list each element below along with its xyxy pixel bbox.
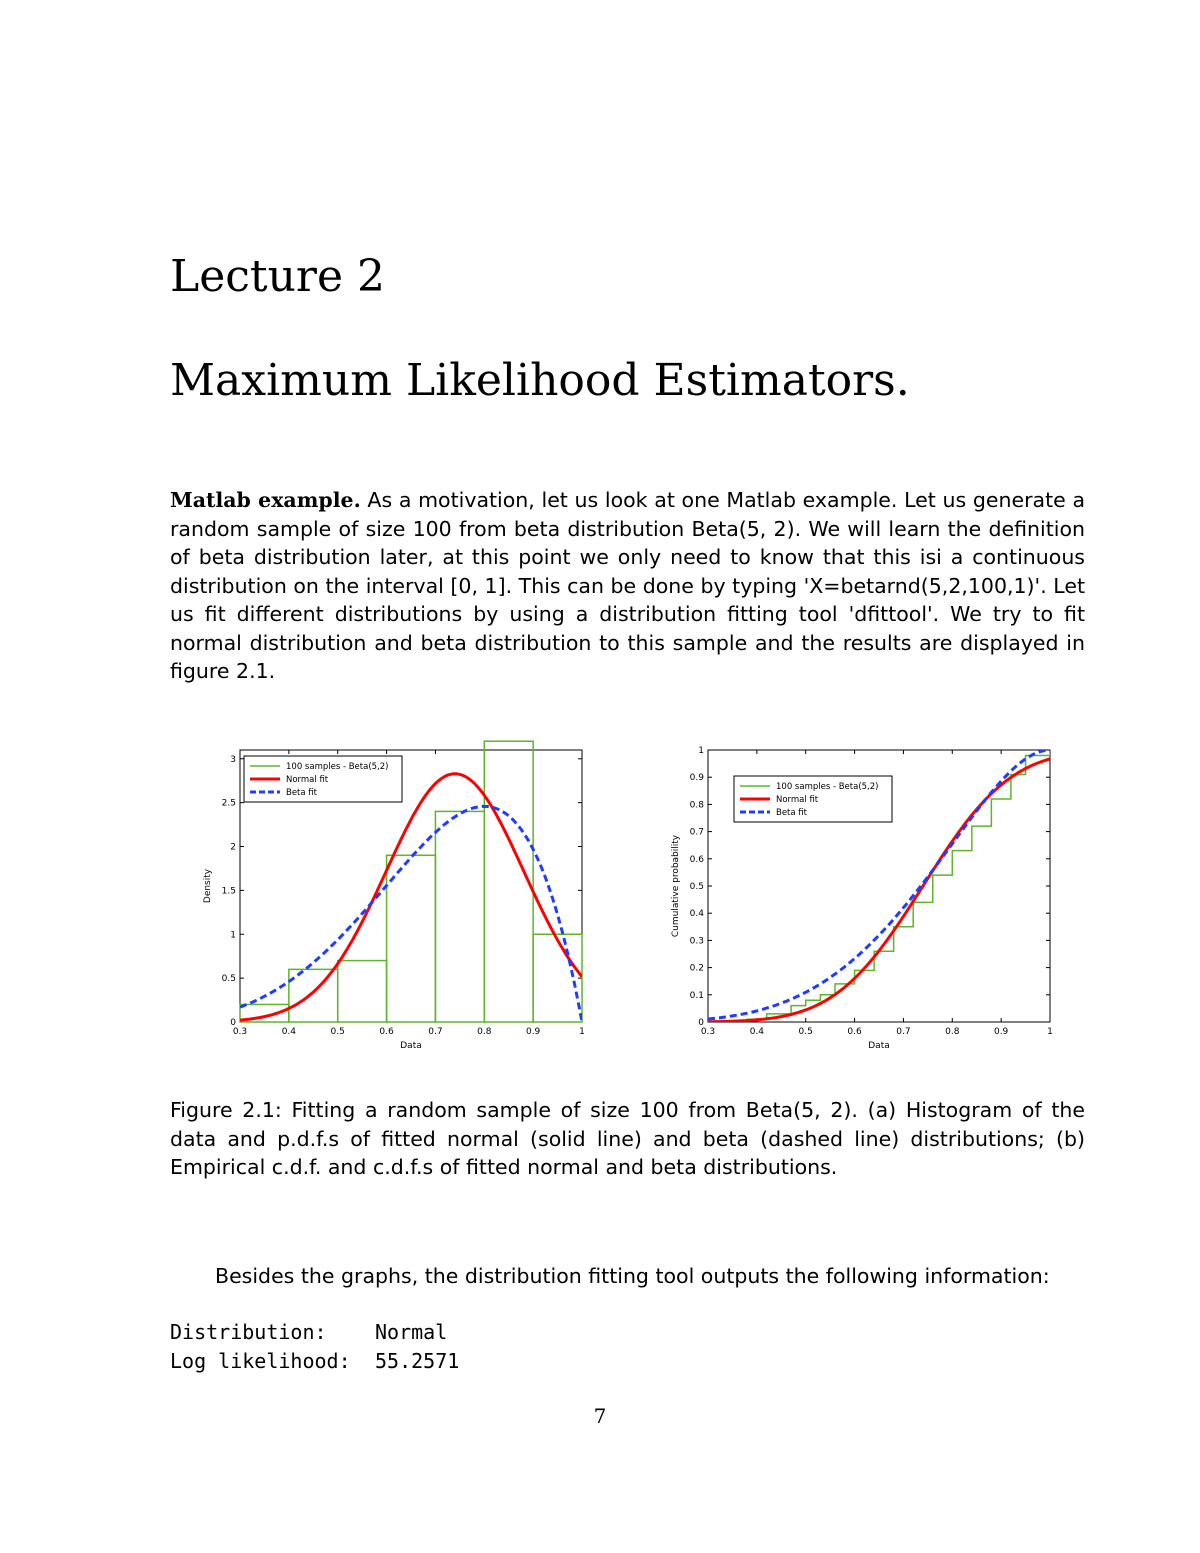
output-row-log-likelihood: [170, 1347, 459, 1376]
chapter-subtitle: Maximum Likelihood Estimators.: [170, 355, 910, 406]
x-axis-label: Data: [400, 1041, 422, 1051]
x-tick-label: 1: [579, 1027, 585, 1037]
y-tick-label: 2.5: [221, 798, 236, 809]
histogram-bar: [387, 855, 436, 1022]
x-axis-label: Data: [868, 1041, 890, 1051]
y-tick-label: 1: [230, 930, 236, 941]
output-value: Normal: [375, 1320, 448, 1344]
output-key: Log likelihood:: [170, 1349, 351, 1373]
figure-caption: Figure 2.1: Fitting a random sample of size 100 from Beta(5, 2). (a) Histogram of the data and p.d.f.s of fitted normal (solid line) and beta (dashed line) distributions; (b) Empirical c.d.f. and c.d.f.s of fitted normal and beta distributions.: [170, 1098, 1085, 1179]
y-tick-label: 1.5: [221, 886, 236, 897]
histogram-bar: [484, 741, 533, 1022]
y-tick-label: 3: [230, 754, 236, 765]
beta-fit-line: [240, 806, 582, 1022]
x-tick-label: 0.4: [749, 1027, 765, 1037]
legend-label: Normal fit: [286, 775, 329, 785]
page-number: 7: [593, 1404, 607, 1428]
run-in-heading: Matlab example.: [170, 488, 361, 512]
second-paragraph: Besides the graphs, the distribution fitting tool outputs the following information:: [215, 1264, 1050, 1288]
y-tick-label: 0.5: [221, 974, 236, 985]
y-tick-label: 0.7: [689, 827, 704, 838]
x-tick-label: 0.8: [477, 1027, 492, 1037]
y-tick-label: 0.2: [689, 963, 704, 974]
x-tick-label: 1: [1047, 1027, 1053, 1037]
legend-label: Beta fit: [776, 808, 807, 818]
y-tick-label: 0.3: [689, 936, 704, 947]
y-tick-label: 0.9: [689, 773, 704, 784]
histogram-bar: [289, 969, 338, 1022]
y-tick-label: 0.8: [689, 800, 704, 811]
x-tick-label: 0.7: [896, 1027, 911, 1037]
figure-cumulative-probability: [664, 738, 1064, 1058]
tool-output: [170, 1318, 459, 1376]
y-axis-label: Cumulative probability: [671, 834, 681, 938]
x-tick-label: 0.5: [330, 1027, 345, 1037]
intro-paragraph-text: As a motivation, let us look at one Matlab example. Let us generate a random sample of size 100 from beta distribution Beta(5, 2). We will learn the definition of beta distribution later, at this point we only need to know that this isi a continuous distribution on the interval [0, 1]. This can be done by typing 'X=betarnd(5,2,100,1)'. Let us fit different distributions by using a distribution fitting tool 'dfittool'. We try to fit normal distribution and beta distribution to this sample and the results are displayed in figure 2.1.: [170, 488, 1086, 683]
x-tick-label: 0.6: [379, 1027, 394, 1037]
y-tick-label: 1: [698, 746, 704, 756]
x-tick-label: 0.4: [281, 1027, 297, 1037]
histogram-bar: [338, 961, 387, 1022]
x-tick-label: 0.8: [945, 1027, 960, 1037]
legend-label: 100 samples - Beta(5,2): [286, 762, 389, 772]
legend-label: Beta fit: [286, 788, 317, 798]
x-tick-label: 0.9: [525, 1027, 541, 1037]
figure-density-histogram: [196, 738, 596, 1058]
x-tick-label: 0.3: [232, 1027, 248, 1037]
histogram-bar: [533, 934, 582, 1022]
y-tick-label: 0.6: [689, 854, 704, 865]
y-axis-label: Density: [203, 868, 213, 904]
histogram-bar: [435, 811, 484, 1022]
y-tick-label: 0.5: [689, 882, 704, 892]
legend-label: Normal fit: [776, 795, 819, 805]
x-tick-label: 0.5: [798, 1027, 813, 1037]
normal-fit-line: [240, 774, 582, 1020]
intro-paragraph: [170, 486, 1085, 686]
x-tick-label: 0.9: [993, 1027, 1009, 1037]
x-tick-label: 0.6: [847, 1027, 862, 1037]
y-tick-label: 0.4: [689, 909, 704, 920]
x-tick-label: 0.3: [700, 1027, 716, 1037]
y-tick-label: 0: [698, 1018, 704, 1028]
y-tick-label: 0.1: [689, 990, 704, 1001]
x-tick-label: 0.7: [428, 1027, 443, 1037]
legend-label: 100 samples - Beta(5,2): [776, 782, 879, 792]
output-row-distribution: [170, 1318, 459, 1347]
output-value: 55.2571: [375, 1349, 460, 1373]
y-tick-label: 2: [230, 842, 236, 853]
y-tick-label: 0: [230, 1018, 236, 1028]
output-key: Distribution:: [170, 1320, 327, 1344]
chapter-title: Lecture 2: [170, 251, 385, 302]
